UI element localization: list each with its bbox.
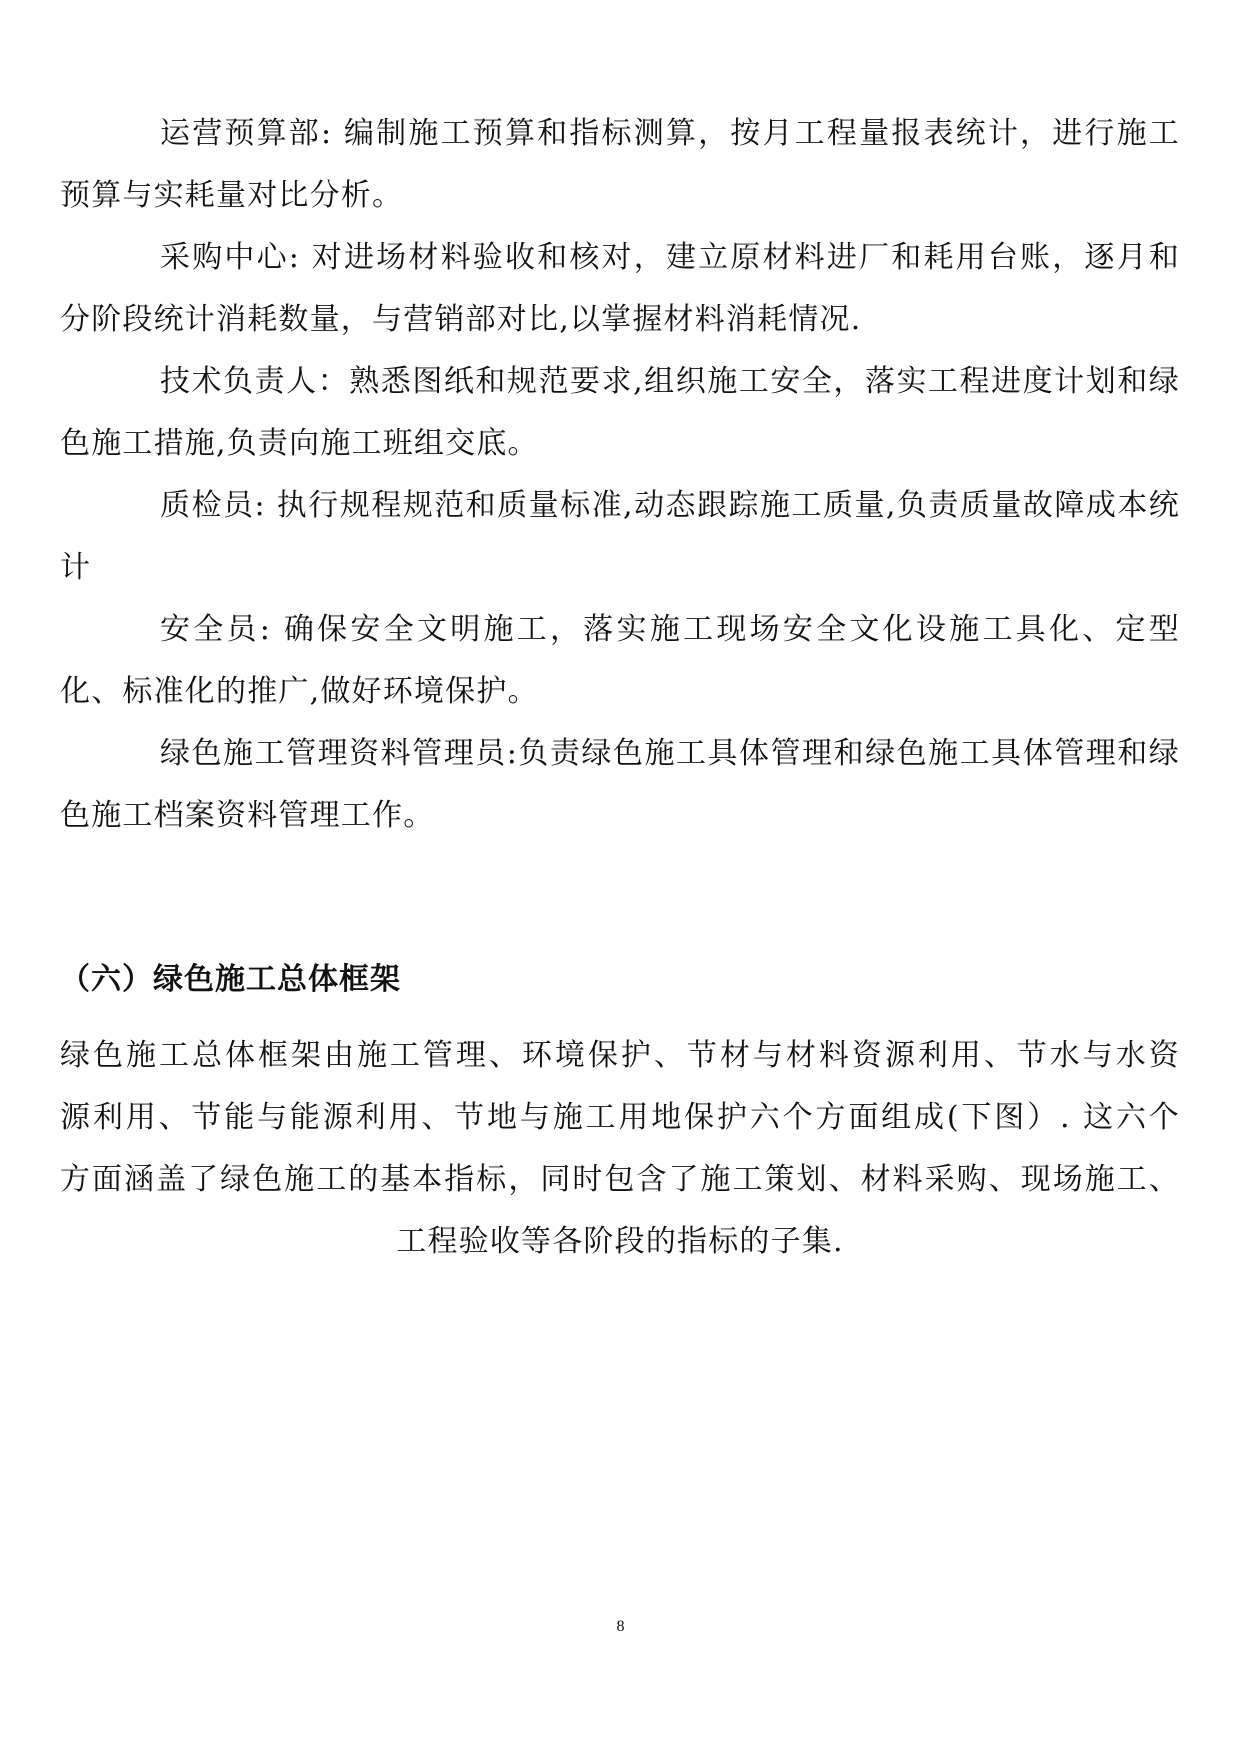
section-line-last: 工程验收等各阶段的指标的子集.: [396, 1224, 844, 1259]
section-line: 源利用、节能与能源利用、节地与施工用地保护六个方面组成(下图）. 这六个: [60, 1100, 1180, 1135]
paragraph-quality-inspector: 质检员: 执行规程规范和质量标准,动态跟踪施工质量,负责质量故障成本统计: [60, 488, 1180, 585]
section-heading: （六）绿色施工总体框架: [60, 962, 401, 997]
paragraph-records-manager: 绿色施工管理资料管理员:负责绿色施工具体管理和绿色施工具体管理和绿色施工档案资料管理工作。: [60, 736, 1180, 833]
page-number: 8: [616, 1618, 625, 1635]
section-line: 绿色施工总体框架由施工管理、环境保护、节材与材料资源利用、节水与水资: [60, 1038, 1180, 1073]
section-line: 方面涵盖了绿色施工的基本指标，同时包含了施工策划、材料采购、现场施工、: [60, 1162, 1180, 1197]
paragraph-procurement-center: 采购中心: 对进场材料验收和核对，建立原材料进厂和耗用台账，逐月和分阶段统计消耗数量，与营销部对比,以掌握材料消耗情况.: [60, 240, 1180, 337]
paragraph-safety-officer: 安全员: 确保安全文明施工，落实施工现场安全文化设施工具化、定型化、标准化的推广,做好环境保护。: [60, 612, 1180, 709]
paragraph-technical-lead: 技术负责人：熟悉图纸和规范要求,组织施工安全，落实工程进度计划和绿色施工措施,负责向施工班组交底。: [60, 364, 1180, 461]
section-body: [60, 1025, 1180, 1273]
paragraph-operations-budget: 运营预算部: 编制施工预算和指标测算，按月工程量报表统计，进行施工预算与实耗量对比分析。: [60, 116, 1180, 213]
roles-section: [60, 103, 1180, 847]
